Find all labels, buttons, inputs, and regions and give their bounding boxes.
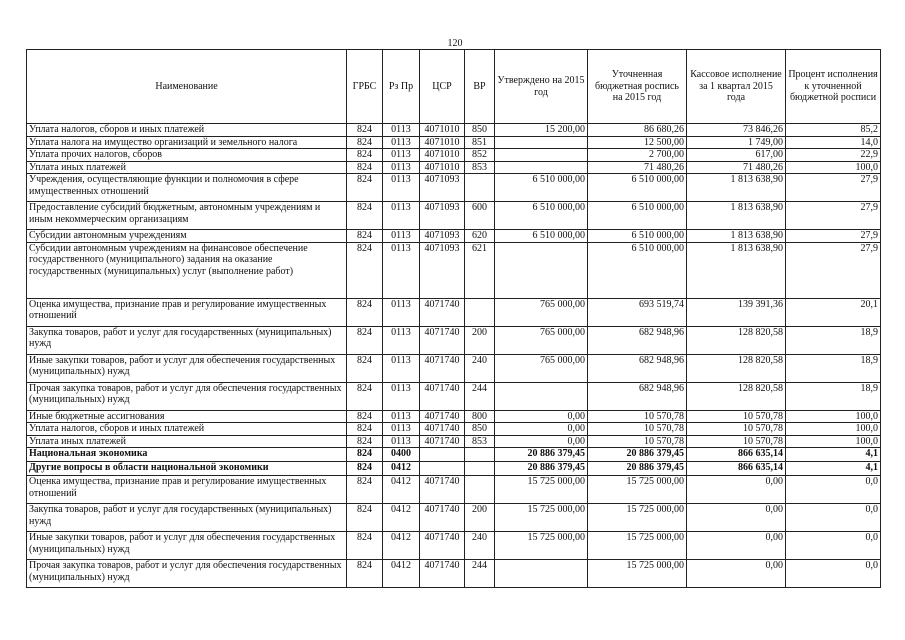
cell-grbs: 824 xyxy=(347,149,383,162)
cell-cash: 1 813 638,90 xyxy=(687,202,786,230)
cell-grbs: 824 xyxy=(347,448,383,462)
cell-refined: 71 480,26 xyxy=(588,161,687,174)
table-row xyxy=(27,532,881,560)
cell-name: Уплата налога на имущество организаций и земельного налога xyxy=(27,136,347,149)
cell-approved xyxy=(495,149,588,162)
header-cash: Кассовое исполнение за 1 квартал 2015 года xyxy=(687,50,786,124)
cell-grbs: 824 xyxy=(347,423,383,436)
cell-name: Уплата прочих налогов, сборов xyxy=(27,149,347,162)
cell-approved: 15 200,00 xyxy=(495,124,588,137)
table-row xyxy=(27,560,881,588)
cell-rzpr: 0113 xyxy=(383,326,420,354)
cell-csr: 4071093 xyxy=(420,202,465,230)
cell-refined: 86 680,26 xyxy=(588,124,687,137)
cell-cash: 10 570,78 xyxy=(687,423,786,436)
table-row xyxy=(27,242,881,298)
cell-rzpr: 0113 xyxy=(383,242,420,298)
page-number: 120 xyxy=(447,38,463,49)
cell-cash: 617,00 xyxy=(687,149,786,162)
cell-vr: 244 xyxy=(465,382,495,410)
cell-vr: 851 xyxy=(465,136,495,149)
cell-refined: 20 886 379,45 xyxy=(588,462,687,476)
cell-percent: 27,9 xyxy=(786,230,881,243)
table-row xyxy=(27,410,881,423)
cell-csr: 4071740 xyxy=(420,326,465,354)
cell-rzpr: 0113 xyxy=(383,410,420,423)
table-row xyxy=(27,382,881,410)
cell-percent: 27,9 xyxy=(786,202,881,230)
cell-cash: 10 570,78 xyxy=(687,435,786,448)
cell-name: Иные закупки товаров, работ и услуг для обеспечения государственных (муниципальных) нужд xyxy=(27,354,347,382)
cell-refined: 682 948,96 xyxy=(588,326,687,354)
cell-name: Предоставление субсидий бюджетным, автономным учреждениям и иным некоммерческим организациям xyxy=(27,202,347,230)
cell-grbs: 824 xyxy=(347,462,383,476)
table-row xyxy=(27,202,881,230)
cell-grbs: 824 xyxy=(347,476,383,504)
cell-grbs: 824 xyxy=(347,435,383,448)
cell-name: Закупка товаров, работ и услуг для государственных (муниципальных) нужд xyxy=(27,504,347,532)
cell-approved xyxy=(495,382,588,410)
cell-csr xyxy=(420,448,465,462)
cell-approved xyxy=(495,161,588,174)
cell-name: Иные бюджетные ассигнования xyxy=(27,410,347,423)
cell-vr: 852 xyxy=(465,149,495,162)
cell-refined: 20 886 379,45 xyxy=(588,448,687,462)
cell-approved: 765 000,00 xyxy=(495,326,588,354)
cell-vr: 244 xyxy=(465,560,495,588)
cell-cash: 0,00 xyxy=(687,532,786,560)
cell-percent: 4,1 xyxy=(786,448,881,462)
cell-approved: 0,00 xyxy=(495,423,588,436)
budget-table xyxy=(26,49,881,588)
table-row xyxy=(27,149,881,162)
cell-cash: 0,00 xyxy=(687,560,786,588)
cell-vr: 853 xyxy=(465,161,495,174)
cell-rzpr: 0412 xyxy=(383,560,420,588)
cell-vr: 850 xyxy=(465,124,495,137)
cell-name: Иные закупки товаров, работ и услуг для обеспечения государственных (муниципальных) нужд xyxy=(27,532,347,560)
cell-vr: 620 xyxy=(465,230,495,243)
cell-rzpr: 0412 xyxy=(383,476,420,504)
cell-refined: 15 725 000,00 xyxy=(588,560,687,588)
cell-percent: 100,0 xyxy=(786,161,881,174)
cell-cash: 0,00 xyxy=(687,476,786,504)
cell-csr: 4071740 xyxy=(420,435,465,448)
cell-approved: 0,00 xyxy=(495,435,588,448)
table-row xyxy=(27,326,881,354)
cell-csr: 4071740 xyxy=(420,354,465,382)
cell-grbs: 824 xyxy=(347,230,383,243)
cell-name: Оценка имущества, признание прав и регулирование имущественных отношений xyxy=(27,476,347,504)
cell-approved: 765 000,00 xyxy=(495,298,588,326)
cell-vr: 621 xyxy=(465,242,495,298)
cell-vr: 853 xyxy=(465,435,495,448)
cell-csr: 4071740 xyxy=(420,423,465,436)
cell-name: Национальная экономика xyxy=(27,448,347,462)
cell-grbs: 824 xyxy=(347,382,383,410)
cell-approved: 6 510 000,00 xyxy=(495,202,588,230)
header-rzpr: Рз Пр xyxy=(383,50,420,124)
cell-cash: 866 635,14 xyxy=(687,462,786,476)
cell-name: Уплата налогов, сборов и иных платежей xyxy=(27,423,347,436)
cell-name: Уплата иных платежей xyxy=(27,161,347,174)
cell-approved: 20 886 379,45 xyxy=(495,462,588,476)
cell-vr xyxy=(465,298,495,326)
cell-rzpr: 0113 xyxy=(383,298,420,326)
table-row xyxy=(27,230,881,243)
cell-percent: 0,0 xyxy=(786,476,881,504)
cell-cash: 866 635,14 xyxy=(687,448,786,462)
cell-approved: 6 510 000,00 xyxy=(495,230,588,243)
cell-percent: 18,9 xyxy=(786,326,881,354)
cell-percent: 18,9 xyxy=(786,354,881,382)
cell-approved: 6 510 000,00 xyxy=(495,174,588,202)
cell-cash: 128 820,58 xyxy=(687,326,786,354)
cell-percent: 0,0 xyxy=(786,504,881,532)
cell-refined: 682 948,96 xyxy=(588,382,687,410)
cell-name: Учреждения, осуществляющие функции и полномочия в сфере имущественных отношений xyxy=(27,174,347,202)
cell-vr: 240 xyxy=(465,532,495,560)
cell-percent: 100,0 xyxy=(786,435,881,448)
cell-approved xyxy=(495,560,588,588)
cell-cash: 128 820,58 xyxy=(687,354,786,382)
cell-refined: 10 570,78 xyxy=(588,423,687,436)
cell-vr: 240 xyxy=(465,354,495,382)
cell-vr xyxy=(465,462,495,476)
cell-cash: 71 480,26 xyxy=(687,161,786,174)
cell-percent: 100,0 xyxy=(786,423,881,436)
cell-refined: 15 725 000,00 xyxy=(588,532,687,560)
cell-name: Уплата налогов, сборов и иных платежей xyxy=(27,124,347,137)
cell-name: Субсидии автономным учреждениям xyxy=(27,230,347,243)
cell-approved: 20 886 379,45 xyxy=(495,448,588,462)
cell-percent: 100,0 xyxy=(786,410,881,423)
cell-name: Оценка имущества, признание прав и регулирование имущественных отношений xyxy=(27,298,347,326)
cell-refined: 2 700,00 xyxy=(588,149,687,162)
cell-csr: 4071093 xyxy=(420,230,465,243)
cell-csr: 4071740 xyxy=(420,532,465,560)
cell-rzpr: 0113 xyxy=(383,124,420,137)
cell-csr xyxy=(420,462,465,476)
cell-name: Другие вопросы в области национальной экономики xyxy=(27,462,347,476)
cell-refined: 10 570,78 xyxy=(588,435,687,448)
cell-percent: 4,1 xyxy=(786,462,881,476)
cell-vr: 200 xyxy=(465,326,495,354)
cell-refined: 12 500,00 xyxy=(588,136,687,149)
table-row xyxy=(27,298,881,326)
cell-cash: 1 813 638,90 xyxy=(687,242,786,298)
cell-cash: 128 820,58 xyxy=(687,382,786,410)
cell-grbs: 824 xyxy=(347,354,383,382)
cell-name: Уплата иных платежей xyxy=(27,435,347,448)
cell-csr: 4071740 xyxy=(420,560,465,588)
cell-grbs: 824 xyxy=(347,242,383,298)
cell-name: Прочая закупка товаров, работ и услуг для обеспечения государственных (муниципальных) нужд xyxy=(27,560,347,588)
cell-vr xyxy=(465,476,495,504)
cell-rzpr: 0113 xyxy=(383,149,420,162)
cell-csr: 4071740 xyxy=(420,504,465,532)
cell-csr: 4071740 xyxy=(420,298,465,326)
cell-refined: 682 948,96 xyxy=(588,354,687,382)
cell-refined: 15 725 000,00 xyxy=(588,504,687,532)
table-row xyxy=(27,136,881,149)
cell-percent: 0,0 xyxy=(786,532,881,560)
cell-approved: 15 725 000,00 xyxy=(495,476,588,504)
cell-vr: 850 xyxy=(465,423,495,436)
cell-approved: 15 725 000,00 xyxy=(495,504,588,532)
table-row xyxy=(27,161,881,174)
cell-grbs: 824 xyxy=(347,326,383,354)
cell-grbs: 824 xyxy=(347,161,383,174)
cell-approved xyxy=(495,242,588,298)
header-vr: ВР xyxy=(465,50,495,124)
header-name: Наименование xyxy=(27,50,347,124)
cell-vr xyxy=(465,174,495,202)
cell-approved: 0,00 xyxy=(495,410,588,423)
table-row xyxy=(27,354,881,382)
table-body xyxy=(27,124,881,588)
table-row xyxy=(27,504,881,532)
cell-refined: 6 510 000,00 xyxy=(588,202,687,230)
cell-vr xyxy=(465,448,495,462)
cell-rzpr: 0412 xyxy=(383,532,420,560)
header-refined: Уточненная бюджетная роспись на 2015 год xyxy=(588,50,687,124)
cell-percent: 14,0 xyxy=(786,136,881,149)
header-approved: Утверждено на 2015 год xyxy=(495,50,588,124)
cell-cash: 10 570,78 xyxy=(687,410,786,423)
header-csr: ЦСР xyxy=(420,50,465,124)
cell-csr: 4071740 xyxy=(420,476,465,504)
cell-rzpr: 0113 xyxy=(383,382,420,410)
cell-cash: 1 813 638,90 xyxy=(687,230,786,243)
cell-vr: 200 xyxy=(465,504,495,532)
cell-percent: 18,9 xyxy=(786,382,881,410)
cell-grbs: 824 xyxy=(347,504,383,532)
cell-refined: 10 570,78 xyxy=(588,410,687,423)
cell-rzpr: 0412 xyxy=(383,462,420,476)
cell-rzpr: 0113 xyxy=(383,202,420,230)
cell-grbs: 824 xyxy=(347,136,383,149)
cell-rzpr: 0113 xyxy=(383,354,420,382)
cell-grbs: 824 xyxy=(347,174,383,202)
cell-percent: 22,9 xyxy=(786,149,881,162)
table-row xyxy=(27,124,881,137)
cell-grbs: 824 xyxy=(347,532,383,560)
cell-name: Субсидии автономным учреждениям на финансовое обеспечение государственного (муниципального) задания на оказание государственных (муниципальных) услуг (выполнение работ) xyxy=(27,242,347,298)
cell-percent: 0,0 xyxy=(786,560,881,588)
cell-refined: 6 510 000,00 xyxy=(588,174,687,202)
cell-vr: 600 xyxy=(465,202,495,230)
cell-grbs: 824 xyxy=(347,410,383,423)
cell-rzpr: 0113 xyxy=(383,161,420,174)
cell-percent: 27,9 xyxy=(786,242,881,298)
cell-grbs: 824 xyxy=(347,202,383,230)
cell-grbs: 824 xyxy=(347,298,383,326)
cell-percent: 85,2 xyxy=(786,124,881,137)
table-header-row xyxy=(27,50,881,124)
cell-rzpr: 0113 xyxy=(383,435,420,448)
cell-cash: 73 846,26 xyxy=(687,124,786,137)
cell-cash: 0,00 xyxy=(687,504,786,532)
cell-refined: 693 519,74 xyxy=(588,298,687,326)
cell-vr: 800 xyxy=(465,410,495,423)
table-row xyxy=(27,462,881,476)
cell-cash: 139 391,36 xyxy=(687,298,786,326)
cell-refined: 6 510 000,00 xyxy=(588,230,687,243)
cell-approved: 15 725 000,00 xyxy=(495,532,588,560)
cell-rzpr: 0113 xyxy=(383,230,420,243)
cell-csr: 4071010 xyxy=(420,124,465,137)
cell-grbs: 824 xyxy=(347,124,383,137)
cell-cash: 1 749,00 xyxy=(687,136,786,149)
cell-rzpr: 0113 xyxy=(383,136,420,149)
cell-grbs: 824 xyxy=(347,560,383,588)
table-row xyxy=(27,435,881,448)
cell-approved: 765 000,00 xyxy=(495,354,588,382)
cell-rzpr: 0113 xyxy=(383,423,420,436)
cell-name: Закупка товаров, работ и услуг для государственных (муниципальных) нужд xyxy=(27,326,347,354)
cell-rzpr: 0113 xyxy=(383,174,420,202)
cell-csr: 4071740 xyxy=(420,382,465,410)
table-row xyxy=(27,174,881,202)
cell-rzpr: 0412 xyxy=(383,504,420,532)
cell-name: Прочая закупка товаров, работ и услуг для обеспечения государственных (муниципальных) нужд xyxy=(27,382,347,410)
cell-csr: 4071740 xyxy=(420,410,465,423)
cell-refined: 15 725 000,00 xyxy=(588,476,687,504)
cell-csr: 4071093 xyxy=(420,242,465,298)
cell-approved xyxy=(495,136,588,149)
header-percent: Процент исполнения к уточненной бюджетной росписи xyxy=(786,50,881,124)
cell-csr: 4071010 xyxy=(420,149,465,162)
cell-percent: 20,1 xyxy=(786,298,881,326)
cell-rzpr: 0400 xyxy=(383,448,420,462)
cell-refined: 6 510 000,00 xyxy=(588,242,687,298)
cell-csr: 4071010 xyxy=(420,136,465,149)
header-grbs: ГРБС xyxy=(347,50,383,124)
cell-percent: 27,9 xyxy=(786,174,881,202)
table-row xyxy=(27,448,881,462)
cell-csr: 4071093 xyxy=(420,174,465,202)
cell-csr: 4071010 xyxy=(420,161,465,174)
table-row xyxy=(27,423,881,436)
cell-cash: 1 813 638,90 xyxy=(687,174,786,202)
table-row xyxy=(27,476,881,504)
